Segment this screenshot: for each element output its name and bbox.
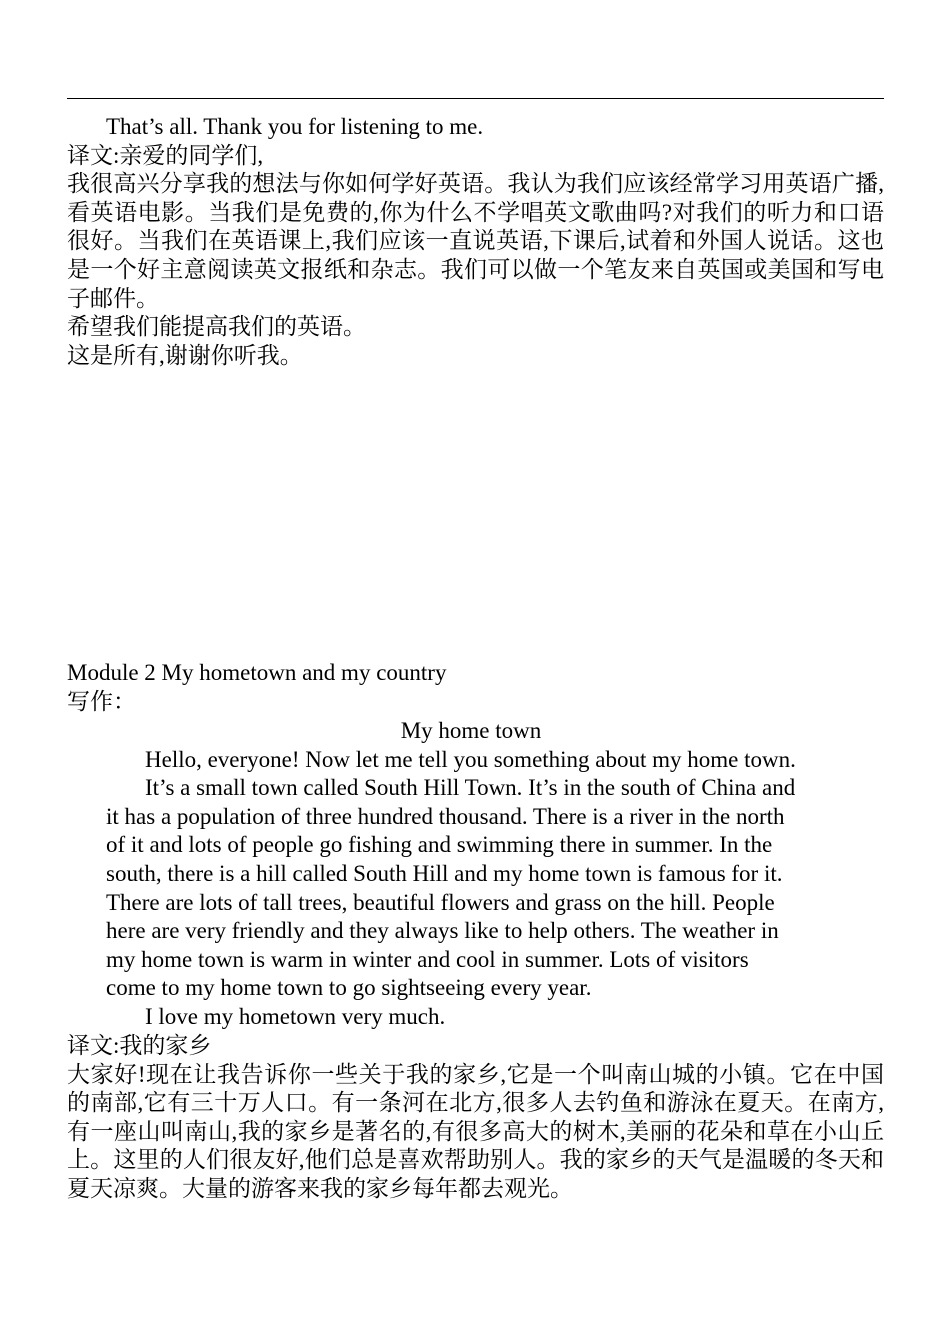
essay-title: My home town	[400, 718, 542, 743]
translation-header: 译文:我的家乡	[67, 1033, 212, 1058]
header-rule	[67, 98, 884, 99]
translation-header: 译文:亲爱的同学们,	[67, 142, 264, 168]
essay-line: come to my home town to go sightseeing every year.	[106, 975, 592, 1001]
essay-line: south, there is a hill called South Hill and my home town is famous for it.	[106, 860, 783, 886]
section-module-2-heading	[67, 659, 884, 716]
essay-line: It’s a small town called South Hill Town. It’s in the south of China and	[145, 775, 796, 801]
translation-paragraph: 我很高兴分享我的想法与你如何学好英语。我认为我们应该经常学习用英语广播,看英语电影。当我们是免费的,你为什么不学唱英文歌曲吗?对我们的听力和口语很好。当我们在英语课上,我们应该一直说英语,下课后,试着和外国人说话。这也是一个好主意阅读英文报纸和杂志。我们可以做一个笔友来自英国或美国和写电子邮件。	[67, 171, 884, 311]
essay-body	[106, 717, 876, 1032]
translation-end: 这是所有,谢谢你听我。	[67, 342, 303, 368]
essay-line: I love my hometown very much.	[145, 1003, 446, 1029]
writing-label: 写作：	[67, 688, 136, 714]
module-title: Module 2 My hometown and my country	[67, 660, 447, 685]
essay-line: There are lots of tall trees, beautiful flowers and grass on the hill. People	[106, 889, 775, 915]
closing-sentence: That’s all. Thank you for listening to me.	[106, 114, 484, 139]
translation-hope: 希望我们能提高我们的英语。	[67, 314, 366, 340]
essay-line: it has a population of three hundred thousand. There is a river in the north	[106, 803, 785, 829]
essay-line: Hello, everyone! Now let me tell you something about my home town.	[145, 746, 796, 772]
essay-line: here are very friendly and they always like to help others. The weather in	[106, 918, 779, 944]
essay-line: of it and lots of people go fishing and swimming there in summer. In the	[106, 832, 773, 858]
translation-paragraph: 大家好!现在让我告诉你一些关于我的家乡,它是一个叫南山城的小镇。它在中国的南部,它有三十万人口。有一条河在北方,很多人去钓鱼和游泳在夏天。在南方,有一座山叫南山,我的家乡是著名的,有很多高大的树木,美丽的花朵和草在小山丘上。这里的人们很友好,他们总是喜欢帮助别人。我的家乡的天气是温暖的冬天和夏天凉爽。大量的游客来我的家乡每年都去观光。	[67, 1061, 884, 1201]
section-previous-essay-end	[67, 113, 884, 370]
section-module-2-translation	[67, 1032, 884, 1204]
essay-line: my home town is warm in winter and cool in summer. Lots of visitors	[106, 946, 749, 972]
